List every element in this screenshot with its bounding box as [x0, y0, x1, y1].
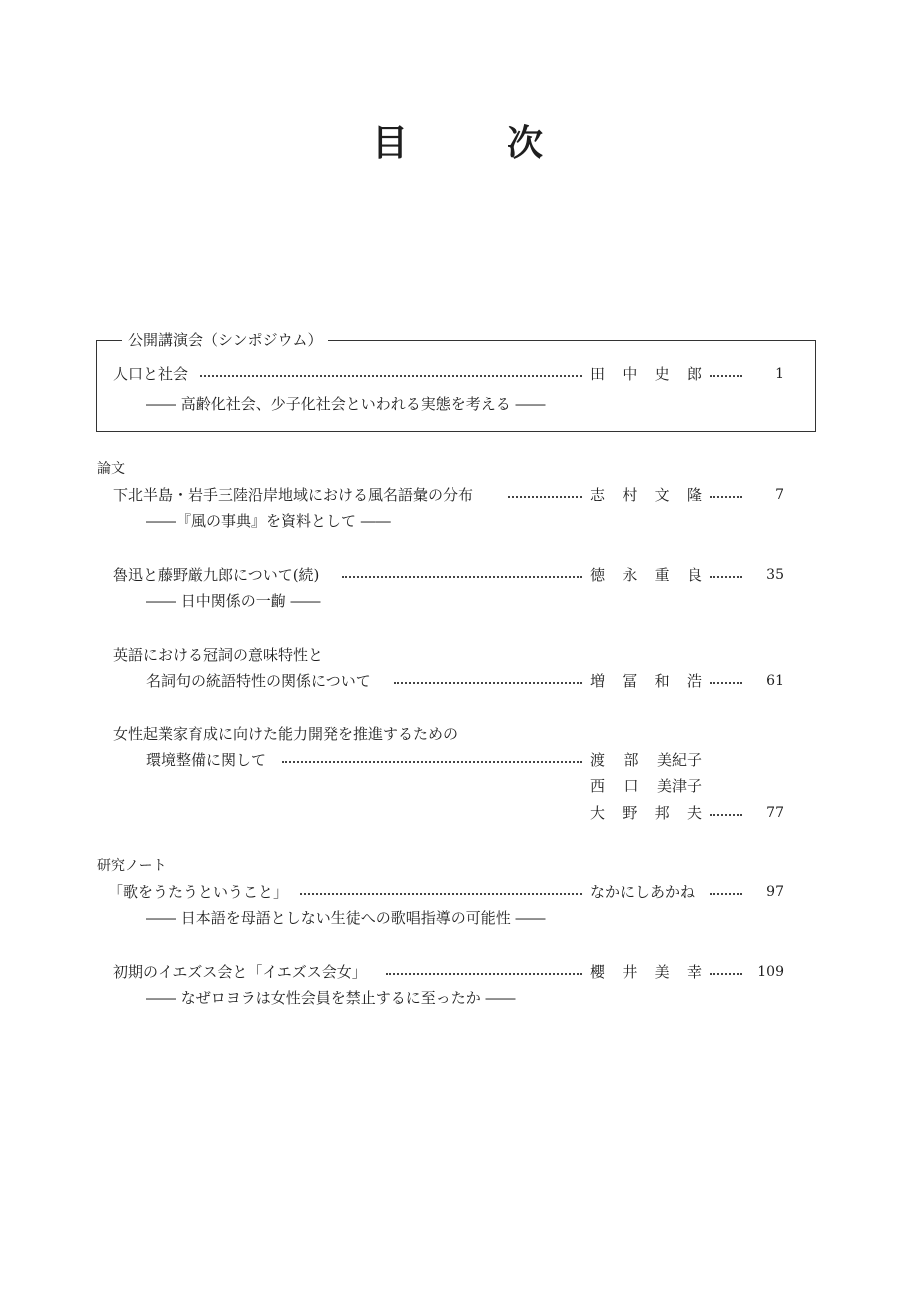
paper-4-author-2: 西 口 美津子: [590, 777, 702, 795]
page-title-char-2: 次: [507, 122, 544, 164]
symposium-label: 公開講演会（シンポジウム）: [122, 330, 328, 350]
leader-dots: [394, 682, 582, 684]
paper-2-page: 35: [766, 567, 784, 583]
leader-dots: [386, 973, 582, 975]
note-1-page: 97: [766, 884, 784, 900]
symposium-entry-page: 1: [775, 366, 784, 382]
leader-dots: [300, 893, 582, 895]
note-2-author: 櫻 井 美 幸: [590, 963, 702, 981]
paper-4-author-1: 渡 部 美紀子: [590, 751, 702, 769]
note-2-title[interactable]: 初期のイエズス会と「イエズス会女」: [113, 963, 367, 981]
paper-3-title-line1[interactable]: 英語における冠詞の意味特性と: [113, 646, 324, 664]
paper-2-subtitle: ―― 日中関係の一齣 ――: [146, 592, 321, 610]
paper-4-title-line1[interactable]: 女性起業家育成に向けた能力開発を推進するための: [113, 725, 459, 743]
paper-4-author-3: 大 野 邦 夫: [590, 804, 702, 822]
leader-dots: [200, 375, 582, 377]
paper-3-author: 増 冨 和 浩: [590, 672, 702, 690]
symposium-entry-subtitle: ―― 高齢化社会、少子化社会といわれる実態を考える ――: [146, 395, 546, 413]
page-title-char-1: 目: [372, 122, 409, 164]
note-2-page: 109: [757, 964, 784, 980]
paper-3-title-line2[interactable]: 名詞句の統語特性の関係について: [146, 672, 371, 690]
leader-dots: [342, 576, 582, 578]
paper-4-page: 77: [766, 805, 784, 821]
paper-3-page: 61: [766, 673, 784, 689]
leader-dots: [508, 496, 582, 498]
symposium-entry-title[interactable]: 人口と社会: [113, 365, 189, 383]
section-heading-research-note: 研究ノート: [97, 858, 167, 874]
paper-1-author: 志 村 文 隆: [590, 486, 702, 504]
section-heading-ronbun: 論文: [97, 461, 125, 477]
paper-1-subtitle: ――『風の事典』を資料として ――: [146, 512, 391, 530]
paper-2-author: 徳 永 重 良: [590, 566, 702, 584]
paper-4-title-line2[interactable]: 環境整備に関して: [146, 751, 267, 769]
note-1-title[interactable]: 「歌をうたうということ」: [108, 883, 289, 901]
note-1-subtitle: ―― 日本語を母語としない生徒への歌唱指導の可能性 ――: [146, 909, 546, 927]
leader-dots: [282, 761, 582, 763]
symposium-box: [96, 340, 816, 432]
paper-2-title[interactable]: 魯迅と藤野厳九郎について(続): [113, 566, 320, 584]
note-2-subtitle: ―― なぜロヨラは女性会員を禁止するに至ったか ――: [146, 989, 516, 1007]
note-1-author: なかにしあかね: [590, 883, 696, 901]
paper-1-page: 7: [775, 487, 784, 503]
paper-1-title[interactable]: 下北半島・岩手三陸沿岸地域における風名語彙の分布: [113, 486, 474, 504]
symposium-entry-author: 田 中 史 郎: [590, 365, 702, 383]
